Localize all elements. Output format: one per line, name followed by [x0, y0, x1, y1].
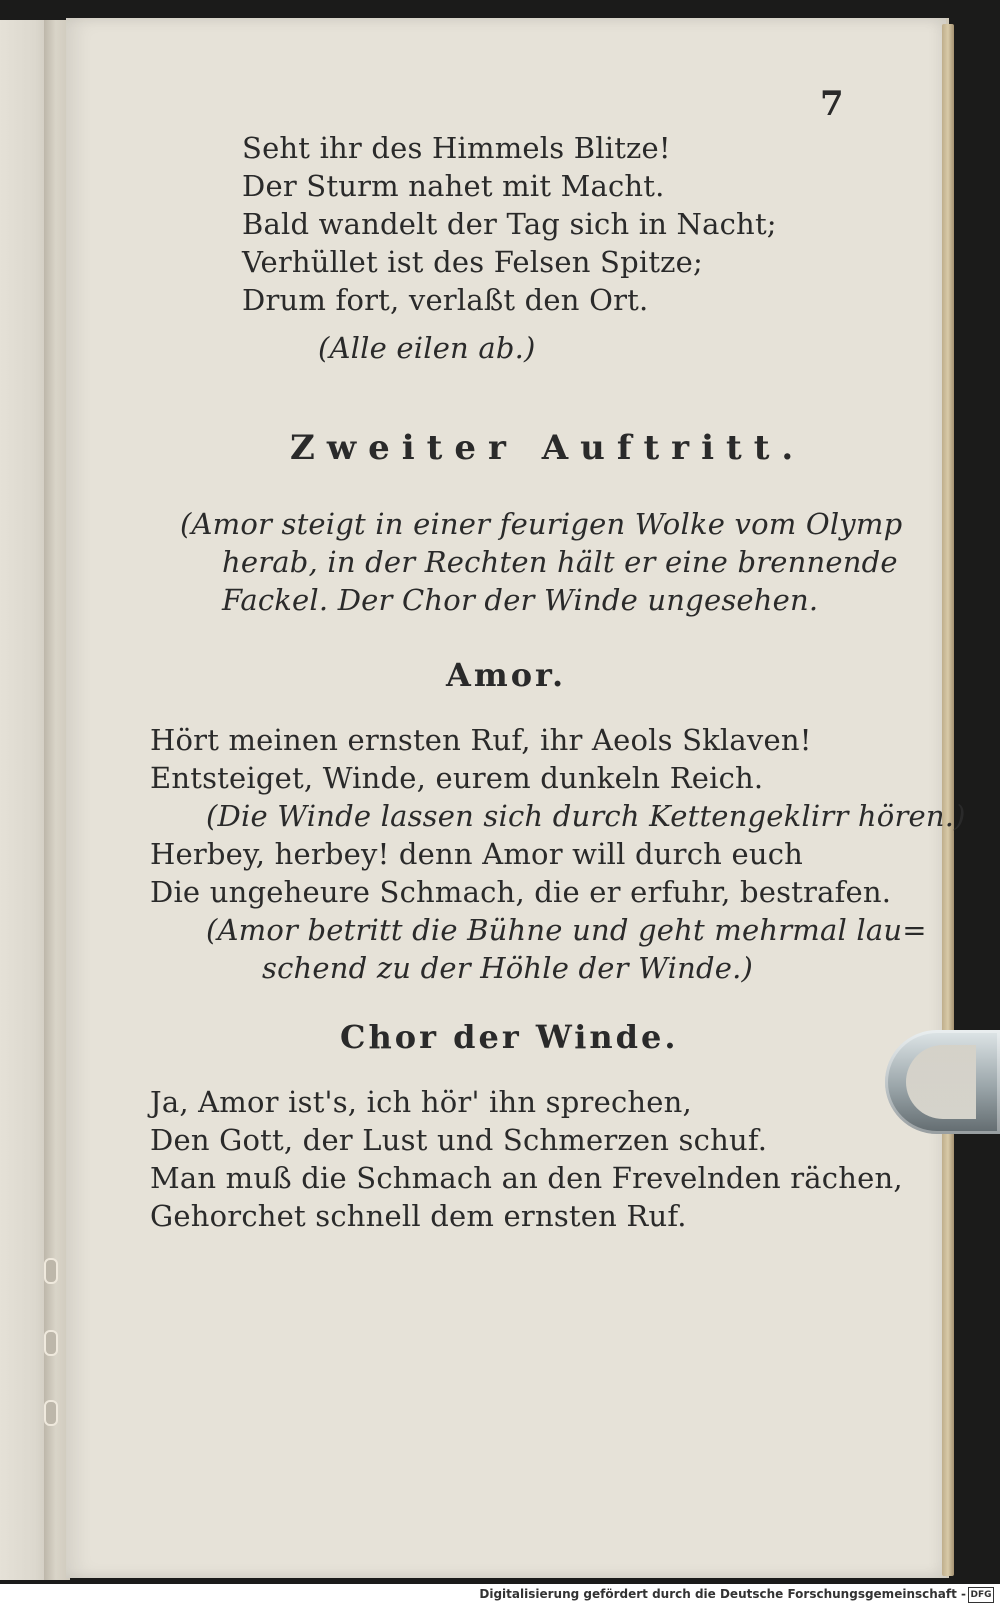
stage-direction-amor-line-1: (Amor steigt in einer feurigen Wolke vom Olymp	[180, 507, 903, 541]
stage-direction-listening-line-2: schend zu der Höhle der Winde.)	[262, 951, 754, 985]
verse-line-5: Drum fort, verlaßt den Ort.	[242, 283, 649, 317]
stage-direction-exit: (Alle eilen ab.)	[318, 331, 536, 365]
footer-bar	[0, 1584, 1000, 1607]
stage-direction-winds: (Die Winde lassen sich durch Kettengeklirr hören.)	[206, 799, 966, 833]
amor-line-4: Die ungeheure Schmach, die er erfuhr, bestrafen.	[150, 875, 892, 909]
binder-clip-inner	[906, 1045, 976, 1119]
binding-stitch-3	[44, 1400, 58, 1426]
stage-direction-listening-line-1: (Amor betritt die Bühne und geht mehrmal lau=	[206, 913, 927, 947]
chorus-line-4: Gehorchet schnell dem ernsten Ruf.	[150, 1199, 687, 1233]
verse-line-3: Bald wandelt der Tag sich in Nacht;	[242, 207, 777, 241]
dfg-logo-icon: DFG	[968, 1587, 994, 1603]
stage-direction-amor-line-2: herab, in der Rechten hält er eine brennende	[222, 545, 898, 579]
verse-line-2: Der Sturm nahet mit Macht.	[242, 169, 665, 203]
verse-line-1: Seht ihr des Himmels Blitze!	[242, 131, 671, 165]
page-number: 7	[820, 84, 844, 124]
stage-direction-amor-line-3: Fackel. Der Chor der Winde ungesehen.	[222, 583, 819, 617]
chorus-line-3: Man muß die Schmach an den Frevelnden rächen,	[150, 1161, 903, 1195]
binding-stitch-2	[44, 1330, 58, 1356]
chorus-line-1: Ja, Amor ist's, ich hör' ihn sprechen,	[150, 1085, 692, 1119]
verse-line-4: Verhüllet ist des Felsen Spitze;	[242, 245, 703, 279]
chorus-line-2: Den Gott, der Lust und Schmerzen schuf.	[150, 1123, 768, 1157]
scene-heading: Zweiter Auftritt.	[290, 428, 806, 468]
amor-line-3: Herbey, herbey! denn Amor will durch euch	[150, 837, 804, 871]
speaker-chorus: Chor der Winde.	[340, 1018, 679, 1056]
amor-line-2: Entsteiget, Winde, eurem dunkeln Reich.	[150, 761, 764, 795]
binding-stitch-1	[44, 1258, 58, 1284]
speaker-amor: Amor.	[446, 656, 567, 694]
footer-credit: Digitalisierung gefördert durch die Deutsche Forschungsgemeinschaft -	[479, 1587, 966, 1601]
amor-line-1: Hört meinen ernsten Ruf, ihr Aeols Sklaven!	[150, 723, 812, 757]
